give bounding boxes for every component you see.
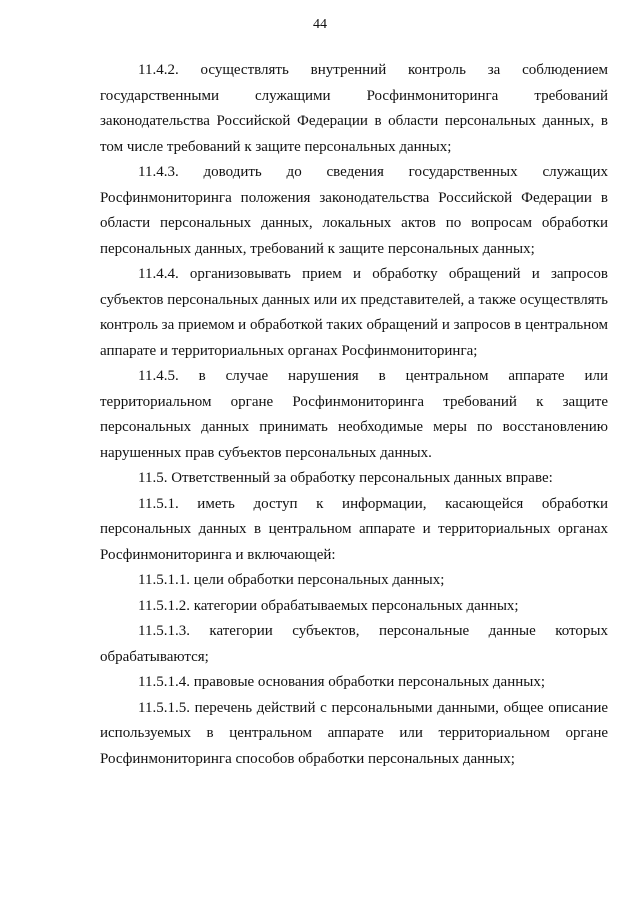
- paragraph-11-5-1-5: 11.5.1.5. перечень действий с персональными данными, общее описание используемых в центральном аппарате или территориальном органе Росфинмониторинга способов обработки персональных данных;: [100, 699, 608, 767]
- paragraph-11-4-3: 11.4.3. доводить до сведения государственных служащих Росфинмониторинга положения законодательства Российской Федерации в области персональных данных, локальных актов по вопросам обработки персональных данных, требований к защите персональных данных;: [100, 164, 608, 257]
- paragraph-11-5-1-2: 11.5.1.2. категории обрабатываемых персональных данных;: [138, 597, 519, 614]
- paragraph-11-5: 11.5. Ответственный за обработку персональных данных вправе:: [138, 470, 553, 486]
- page-number: 44: [313, 17, 327, 32]
- paragraph-11-5-1-3: 11.5.1.3. категории субъектов, персональные данные которых обрабатываются;: [100, 623, 608, 665]
- paragraph-11-5-1: 11.5.1. иметь доступ к информации, касающейся обработки персональных данных в центральном аппарате и территориальных органах Росфинмониторинга и включающей:: [100, 495, 608, 563]
- paragraph-11-5-1-4: 11.5.1.4. правовые основания обработки персональных данных;: [138, 674, 546, 690]
- paragraph-11-4-2: 11.4.2. осуществлять внутренний контроль за соблюдением государственными служащими Росфинмониторинга требований законодательства Российской Федерации в области персональных данных, в том числе требований к защите персональных данных;: [100, 62, 608, 155]
- paragraph-11-4-4: 11.4.4. организовывать прием и обработку обращений и запросов субъектов персональных данных или их представителей, а также осуществлять контроль за приемом и обработкой таких обращений и запросов в центральном аппарате и территориальных органах Росфинмониторинга;: [100, 266, 609, 359]
- paragraph-11-4-5: 11.4.5. в случае нарушения в центральном аппарате или территориальном органе Росфинмониторинга требований к защите персональных данных принимать необходимые меры по восстановлению нарушенных прав субъектов персональных данных.: [100, 368, 608, 461]
- paragraph-11-5-1-1: 11.5.1.1. цели обработки персональных данных;: [138, 572, 445, 588]
- document-body: [100, 58, 608, 772]
